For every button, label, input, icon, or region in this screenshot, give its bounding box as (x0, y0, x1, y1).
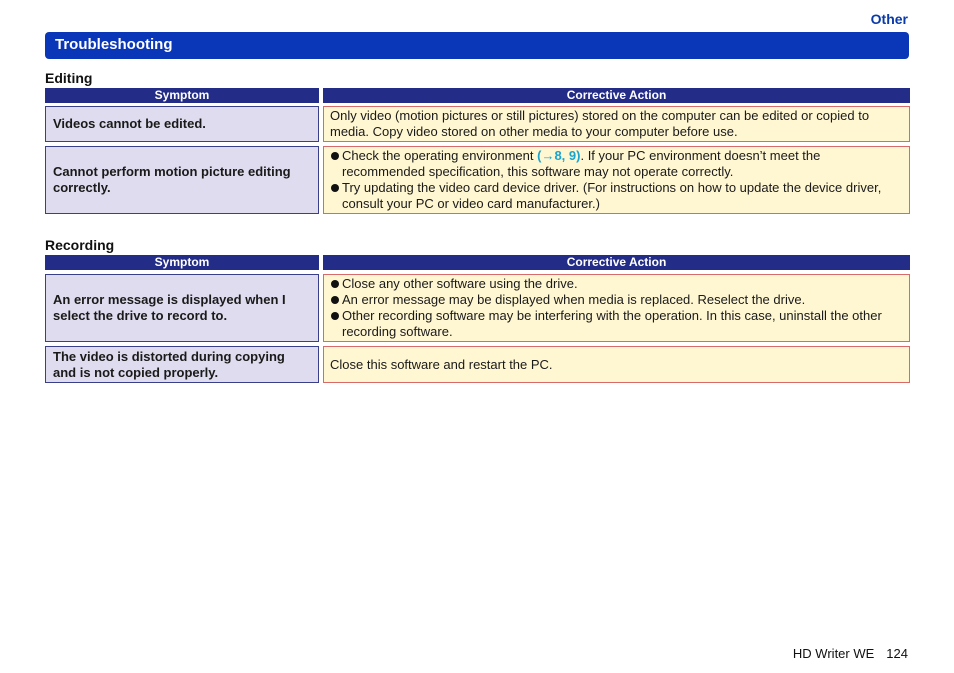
recording-row-1-bullet-list (330, 276, 903, 340)
bullet-text: Close any other software using the drive. (342, 276, 578, 291)
page-number: 124 (886, 646, 908, 661)
recording-row-2-symptom: The video is distorted during copying and is not copied properly. (45, 346, 319, 383)
product-name: HD Writer WE (792, 646, 875, 661)
editing-row-1-action: Only video (motion pictures or still pictures) stored on the computer can be edited or copied to media. Copy video stored on other media to your computer before use. (323, 106, 910, 142)
recording-action-header: Corrective Action (323, 255, 910, 270)
editing-row-1-symptom: Videos cannot be edited. (45, 106, 319, 142)
list-item (330, 276, 903, 292)
editing-action-header: Corrective Action (323, 88, 910, 103)
bullet-icon (331, 152, 339, 160)
list-item (330, 148, 903, 180)
page-footer (793, 646, 908, 661)
bullet-text: Try updating the video card device driver. (For instructions on how to update the device driver, consult your PC or video card manufacturer.) (342, 180, 882, 211)
bullet-text: Check the operating environment (342, 148, 538, 163)
editing-row-2-symptom: Cannot perform motion picture editing correctly. (45, 146, 319, 214)
bullet-icon (331, 296, 339, 304)
bullet-icon (331, 184, 339, 192)
bullet-text: Other recording software may be interfering with the operation. In this case, uninstall the other recording software. (342, 308, 882, 339)
bullet-text: An error message may be displayed when media is replaced. Reselect the drive. (342, 292, 806, 307)
recording-row-1-symptom: An error message is displayed when I select the drive to record to. (45, 274, 319, 342)
editing-row-2-bullet-list (330, 148, 903, 212)
section-tag: Other (870, 11, 908, 27)
recording-row-2-action: Close this software and restart the PC. (323, 346, 910, 383)
list-item (330, 180, 903, 212)
editing-row-2-action (323, 146, 910, 214)
editing-symptom-header: Symptom (45, 88, 319, 103)
page-title: Troubleshooting (45, 32, 909, 59)
recording-row-1-action (323, 274, 910, 342)
list-item (330, 292, 903, 308)
list-item (330, 308, 903, 340)
editing-heading: Editing (45, 70, 93, 86)
bullet-icon (331, 280, 339, 288)
recording-heading: Recording (45, 237, 115, 253)
recording-symptom-header: Symptom (45, 255, 319, 270)
bullet-text: . If your PC environment doesn’t meet the recommended specification, this software may not operate correctly. (342, 148, 821, 179)
page-reference-link[interactable]: (→8, 9) (537, 148, 581, 163)
bullet-icon (331, 312, 339, 320)
